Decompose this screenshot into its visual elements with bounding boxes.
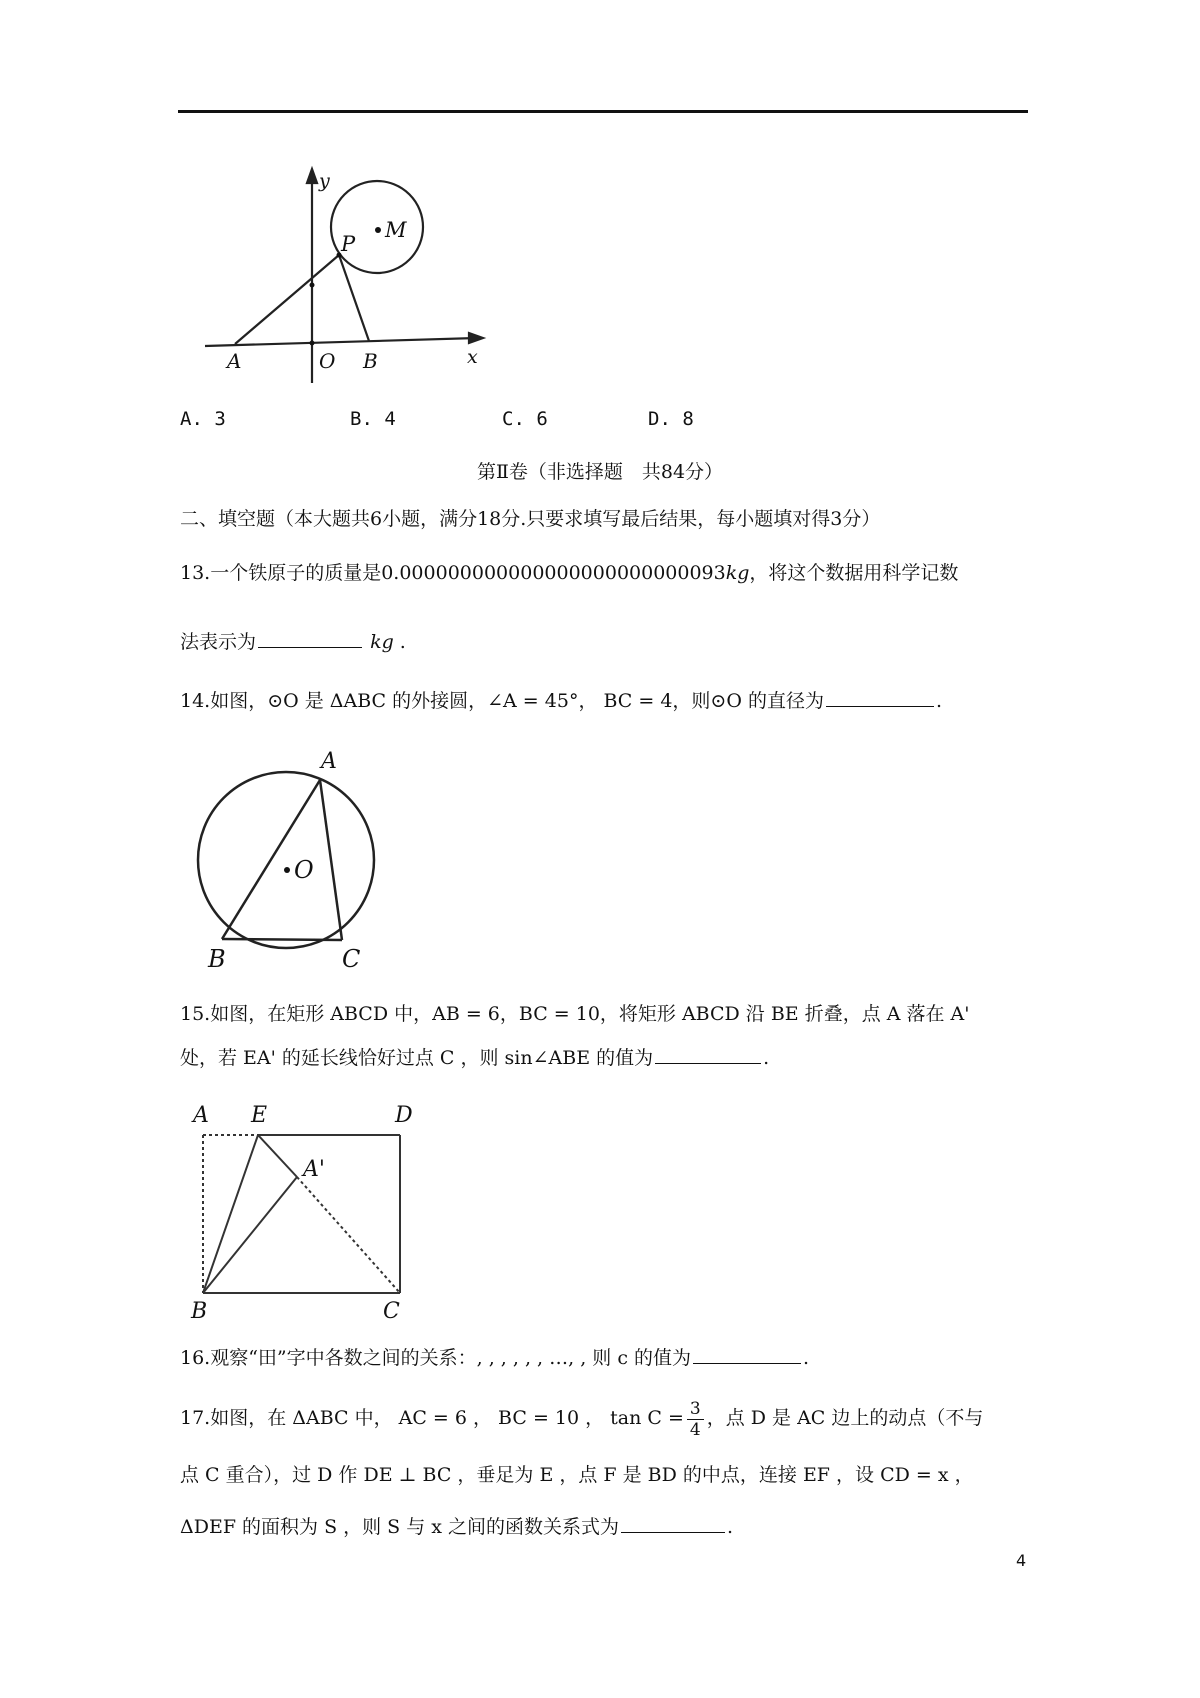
q14-answer-blank[interactable]: [826, 686, 934, 707]
question-15-line-2: [180, 1043, 769, 1072]
q17-line3: ΔDEF 的面积为 S ，则 S 与 x 之间的函数关系式为: [180, 1516, 620, 1538]
q13-text: 13.: [180, 562, 211, 584]
label-x: x: [467, 346, 478, 368]
q17-part-a: 17.如图，在 ΔABC 中， AC = 6 ， BC = 10 ， tan C =: [180, 1407, 684, 1429]
q13-tail: ，将这个数据用科学记数: [749, 562, 959, 584]
q13-unit-2: kg: [370, 631, 394, 653]
center-o-dot: [284, 867, 290, 873]
q14-tail: .: [935, 690, 943, 712]
choice-b: B. 4: [350, 408, 396, 430]
choice-d: D. 8: [648, 408, 694, 430]
label-o: O: [294, 856, 314, 884]
q16-answer-blank[interactable]: [693, 1343, 801, 1364]
q16-text: 16.观察“田”字中各数之间的关系：, , , , , , …, , 则 c 的值为: [180, 1347, 691, 1369]
q17-part-b: ，点 D 是 AC 边上的动点（不与: [706, 1407, 984, 1429]
label-c: C: [383, 1299, 400, 1324]
header-rule: [178, 110, 1028, 113]
question-13-line-2: [180, 627, 406, 656]
q17-frac-num: 3: [687, 1399, 704, 1420]
question-14: [180, 686, 942, 715]
label-a: A: [321, 749, 337, 774]
q17-tail: .: [727, 1516, 734, 1538]
q16-tail: .: [803, 1347, 810, 1369]
q15-line2: 处，若 EA' 的延长线恰好过点 C ，则 sin∠ABE 的值为: [180, 1047, 654, 1069]
label-b: B: [191, 1299, 208, 1324]
label-e: E: [251, 1103, 268, 1128]
label-a-prime: A': [303, 1157, 325, 1182]
label-b: B: [208, 945, 226, 973]
q15-tail: .: [763, 1047, 770, 1069]
choice-c: C. 6: [502, 408, 548, 430]
q13-line2-tail: .: [393, 631, 406, 653]
label-a: A: [227, 349, 242, 373]
label-d: D: [395, 1103, 413, 1128]
question-16: [180, 1343, 809, 1372]
figure-coordinate-circle: [195, 165, 495, 390]
label-a: A: [193, 1103, 209, 1128]
label-o: O: [319, 349, 336, 373]
origin-dot: [310, 341, 315, 346]
label-c: C: [342, 945, 361, 973]
q13-answer-blank[interactable]: [258, 627, 362, 648]
question-17-line-1: [180, 1394, 983, 1442]
question-15-line-1: 15.如图，在矩形 ABCD 中，AB = 6，BC = 10，将矩形 ABCD 沿 BE 折叠，点 A 落在 A': [180, 1003, 970, 1025]
question-17-line-2: 点 C 重合），过 D 作 DE ⊥ BC ，垂足为 E ，点 F 是 BD 的中点，连接 EF ，设 CD = x ，: [180, 1464, 974, 1486]
section-header: 二、填空题（本大题共6小题，满分18分.只要求填写最后结果，每小题填对得3分）: [180, 508, 881, 530]
q17-frac-den: 4: [689, 1419, 701, 1440]
point-m-dot: [375, 227, 381, 233]
figure-folded-rectangle: [185, 1100, 435, 1324]
label-y: y: [319, 170, 330, 192]
section-title: 第Ⅱ卷（非选择题 共84分）: [476, 461, 724, 483]
choice-a: A. 3: [180, 408, 226, 430]
question-13-line-1: [180, 559, 958, 587]
figure-circumcircle: [192, 735, 392, 975]
label-m: M: [385, 218, 407, 242]
q13-unit: kg: [725, 562, 750, 584]
label-b: B: [363, 349, 378, 373]
q13-body: 一个铁原子的质量是0.000000000000000000000000093: [210, 562, 726, 584]
question-17-line-3: [180, 1512, 733, 1541]
q13-line2: 法表示为: [180, 631, 257, 653]
page-number: 4: [1016, 1551, 1027, 1570]
q17-fraction: [687, 1399, 704, 1440]
q15-answer-blank[interactable]: [655, 1043, 761, 1064]
q14-text: 14.如图，⊙O 是 ΔABC 的外接圆，∠A = 45°， BC = 4，则⊙O 的直径为: [180, 690, 824, 712]
q17-answer-blank[interactable]: [621, 1512, 725, 1533]
y-intercept-dot: [310, 283, 315, 288]
label-p: P: [341, 232, 356, 256]
